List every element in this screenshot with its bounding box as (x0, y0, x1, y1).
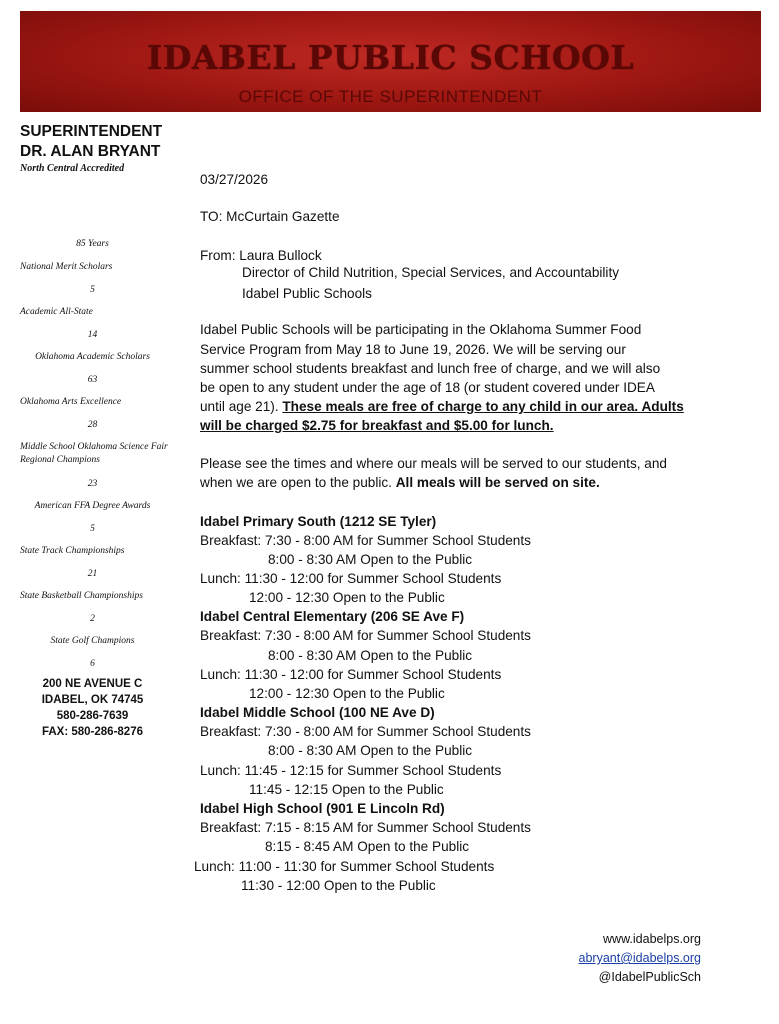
stat-value: 5 (90, 285, 95, 295)
accreditation: North Central Accredited (20, 163, 125, 174)
breakfast-public: 8:15 - 8:45 AM Open to the Public (265, 839, 470, 854)
letter-from: From: Laura Bullock (200, 248, 322, 263)
stat-label: National Merit Scholars (20, 262, 113, 272)
superintendent-title: SUPERINTENDENT (20, 123, 163, 140)
school-name: Idabel Central Elementary (206 SE Ave F) (200, 609, 465, 624)
stat-label: State Basketball Championships (20, 591, 143, 601)
sender-title: Director of Child Nutrition, Special Services, and Accountability (242, 265, 620, 280)
accreditation-years: 85 Years (76, 239, 109, 249)
lunch-public: 11:30 - 12:00 Open to the Public (241, 878, 436, 893)
stat-value: 14 (87, 330, 98, 340)
stat-value: 6 (90, 659, 95, 669)
stat-value: 28 (87, 420, 98, 430)
letterhead-banner (20, 11, 761, 112)
stat-label: Middle School Oklahoma Science Fair Regional Champions (20, 442, 168, 465)
school-name: Idabel Middle School (100 NE Ave D) (200, 705, 435, 720)
sender-org: Idabel Public Schools (242, 286, 372, 301)
school-address (20, 676, 165, 740)
social-handle[interactable]: @IdabelPublicSch (598, 970, 701, 984)
address-phone: 580-286-7639 (56, 710, 129, 722)
paragraph-line: summer school students breakfast and lunch free of charge, and we will also (200, 361, 661, 376)
breakfast-students: Breakfast: 7:15 - 8:15 AM for Summer School Students (200, 820, 531, 835)
lunch-public: 12:00 - 12:30 Open to the Public (249, 590, 445, 605)
stat-label: Academic All-State (20, 307, 93, 317)
paragraph-line (200, 475, 600, 490)
sidebar (20, 122, 175, 669)
onsite-notice: All meals will be served on site. (395, 475, 600, 490)
stat-value: 21 (87, 569, 98, 579)
letter-recipient: TO: McCurtain Gazette (200, 209, 340, 224)
email-link[interactable]: abryant@idabelps.org (578, 951, 701, 965)
stat-label: American FFA Degree Awards (34, 501, 151, 511)
address-fax: FAX: 580-286-8276 (41, 726, 143, 738)
school-name: Idabel Primary South (1212 SE Tyler) (200, 514, 437, 529)
stat-value: 5 (90, 524, 95, 534)
school-name: Idabel High School (901 E Lincoln Rd) (200, 801, 445, 816)
contact-footer (579, 930, 702, 987)
breakfast-students: Breakfast: 7:30 - 8:00 AM for Summer School Students (200, 724, 531, 739)
lunch-students: Lunch: 11:45 - 12:15 for Summer School Students (200, 763, 502, 778)
stat-value: 23 (87, 479, 98, 489)
lunch-public: 12:00 - 12:30 Open to the Public (249, 686, 445, 701)
breakfast-students: Breakfast: 7:30 - 8:00 AM for Summer School Students (200, 533, 531, 548)
lunch-students: Lunch: 11:30 - 12:00 for Summer School Students (200, 571, 502, 586)
lunch-students: Lunch: 11:00 - 11:30 for Summer School Students (194, 859, 495, 874)
paragraph-text: when we are open to the public. (200, 475, 396, 490)
address-city: IDABEL, OK 74745 (41, 694, 144, 706)
office-subtitle: OFFICE OF THE SUPERINTENDENT (238, 87, 543, 106)
address-street: 200 NE AVENUE C (42, 678, 143, 690)
paragraph-line: Idabel Public Schools will be participating in the Oklahoma Summer Food (200, 322, 642, 337)
letter-date: 03/27/2026 (200, 172, 269, 187)
paragraph-line: be open to any student under the age of 18 (or student covered under IDEA (200, 380, 655, 395)
meal-price-notice: These meals are free of charge to any child in our area. Adults (282, 399, 684, 414)
paragraph-line (200, 399, 684, 414)
stat-label: Oklahoma Academic Scholars (35, 352, 150, 362)
school-title: IDABEL PUBLIC SCHOOL (146, 38, 635, 77)
stat-value: 2 (90, 614, 95, 624)
stat-label: State Track Championships (20, 546, 125, 556)
breakfast-public: 8:00 - 8:30 AM Open to the Public (268, 648, 473, 663)
superintendent-name: DR. ALAN BRYANT (20, 143, 161, 160)
paragraph-text: until age 21). (200, 399, 283, 414)
paragraph-line: Please see the times and where our meals will be served to our students, and (200, 456, 667, 471)
paragraph-line: Service Program from May 18 to June 19, 2026. We will be serving our (200, 342, 626, 357)
lunch-students: Lunch: 11:30 - 12:00 for Summer School Students (200, 667, 502, 682)
breakfast-students: Breakfast: 7:30 - 8:00 AM for Summer School Students (200, 628, 531, 643)
meal-price-notice-cont: will be charged $2.75 for breakfast and $5.00 for lunch. (200, 418, 554, 433)
lunch-public: 11:45 - 12:15 Open to the Public (249, 782, 444, 797)
website-link[interactable]: www.idabelps.org (603, 932, 701, 946)
breakfast-public: 8:00 - 8:30 AM Open to the Public (268, 552, 473, 567)
stat-label: Oklahoma Arts Excellence (20, 397, 122, 407)
stat-label: State Golf Champions (50, 636, 135, 646)
breakfast-public: 8:00 - 8:30 AM Open to the Public (268, 743, 473, 758)
stat-value: 63 (87, 375, 98, 385)
